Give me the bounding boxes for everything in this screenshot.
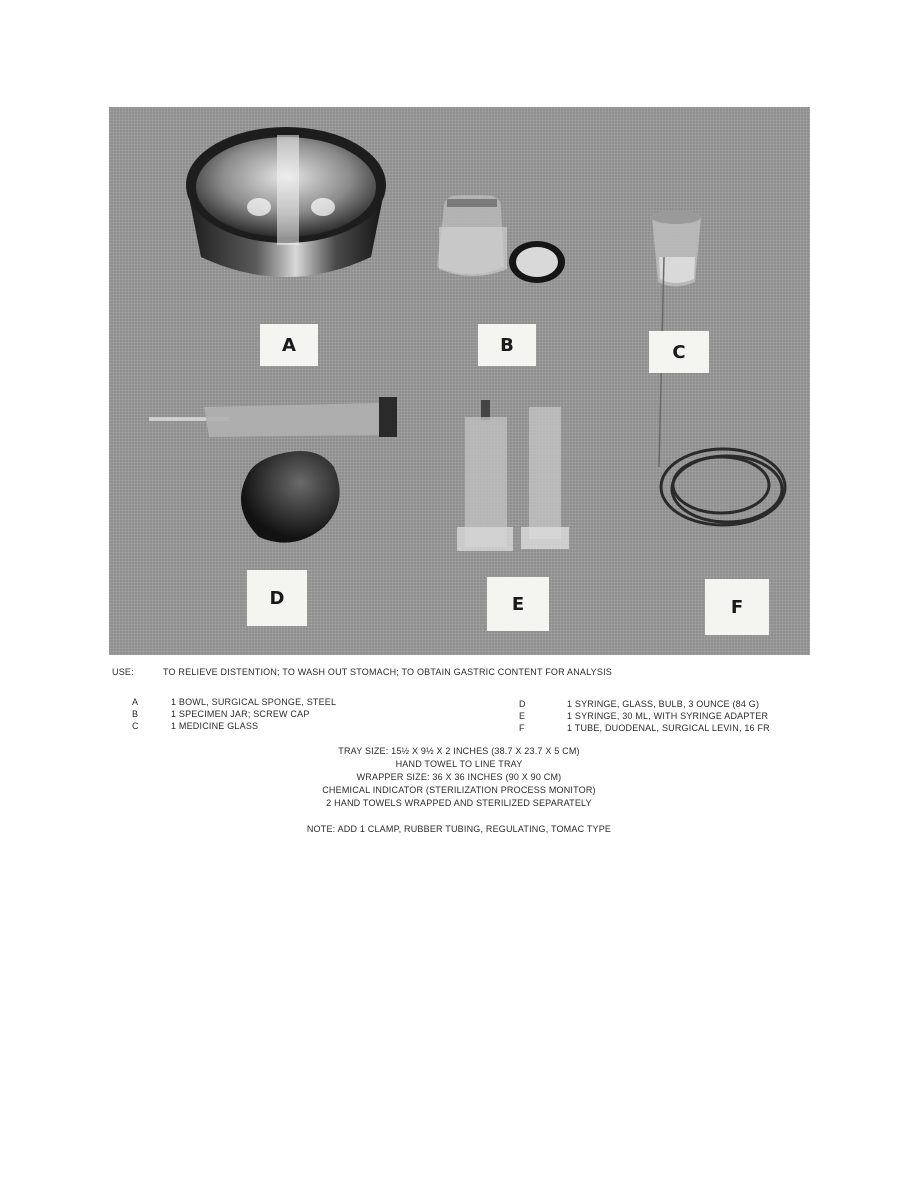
- note-line: NOTE: ADD 1 CLAMP, RUBBER TUBING, REGULATING, TOMAC TYPE: [306, 824, 612, 834]
- item-letter: F: [519, 723, 525, 733]
- label-card-f: F: [705, 579, 769, 635]
- glass-syringes-item: [457, 400, 569, 551]
- duodenal-tube-item: [659, 257, 785, 525]
- item-desc: 1 TUBE, DUODENAL, SURGICAL LEVIN, 16 FR: [567, 723, 770, 733]
- label-card-e: E: [487, 577, 549, 631]
- item-desc: 1 MEDICINE GLASS: [171, 721, 259, 731]
- item-desc: 1 SYRINGE, GLASS, BULB, 3 OUNCE (84 G): [567, 699, 760, 709]
- use-label: USE:: [112, 667, 134, 677]
- label-card-a: A: [260, 324, 318, 366]
- item-letter: E: [519, 711, 526, 721]
- item-desc: 1 SPECIMEN JAR; SCREW CAP: [171, 709, 310, 719]
- item-letter: B: [132, 709, 139, 719]
- steel-bowl-item: [186, 127, 386, 277]
- tray-size-line: TRAY SIZE: 15½ X 9½ X 2 INCHES (38.7 X 23.7 X 5 CM): [338, 746, 580, 756]
- bulb-syringe-item: [149, 397, 397, 543]
- specimen-jar-item: [437, 195, 565, 283]
- item-letter: A: [132, 697, 139, 707]
- hand-towels-line: 2 HAND TOWELS WRAPPED AND STERILIZED SEPARATELY: [326, 798, 592, 808]
- medicine-glass-item: [651, 210, 701, 287]
- wrapper-size-line: WRAPPER SIZE: 36 X 36 INCHES (90 X 90 CM): [356, 772, 562, 782]
- hand-towel-line: HAND TOWEL TO LINE TRAY: [395, 759, 523, 769]
- instrument-tray-photo: [109, 107, 810, 655]
- use-text: TO RELIEVE DISTENTION; TO WASH OUT STOMACH; TO OBTAIN GASTRIC CONTENT FOR ANALYSIS: [163, 667, 612, 677]
- label-card-c: C: [649, 331, 709, 373]
- label-card-b: B: [478, 324, 536, 366]
- item-desc: 1 BOWL, SURGICAL SPONGE, STEEL: [171, 697, 337, 707]
- chemical-indicator-line: CHEMICAL INDICATOR (STERILIZATION PROCESS MONITOR): [322, 785, 596, 795]
- item-desc: 1 SYRINGE, 30 ML, WITH SYRINGE ADAPTER: [567, 711, 769, 721]
- item-letter: C: [132, 721, 139, 731]
- item-letter: D: [519, 699, 526, 709]
- tray-illustration: [109, 107, 810, 655]
- label-card-d: D: [247, 570, 307, 626]
